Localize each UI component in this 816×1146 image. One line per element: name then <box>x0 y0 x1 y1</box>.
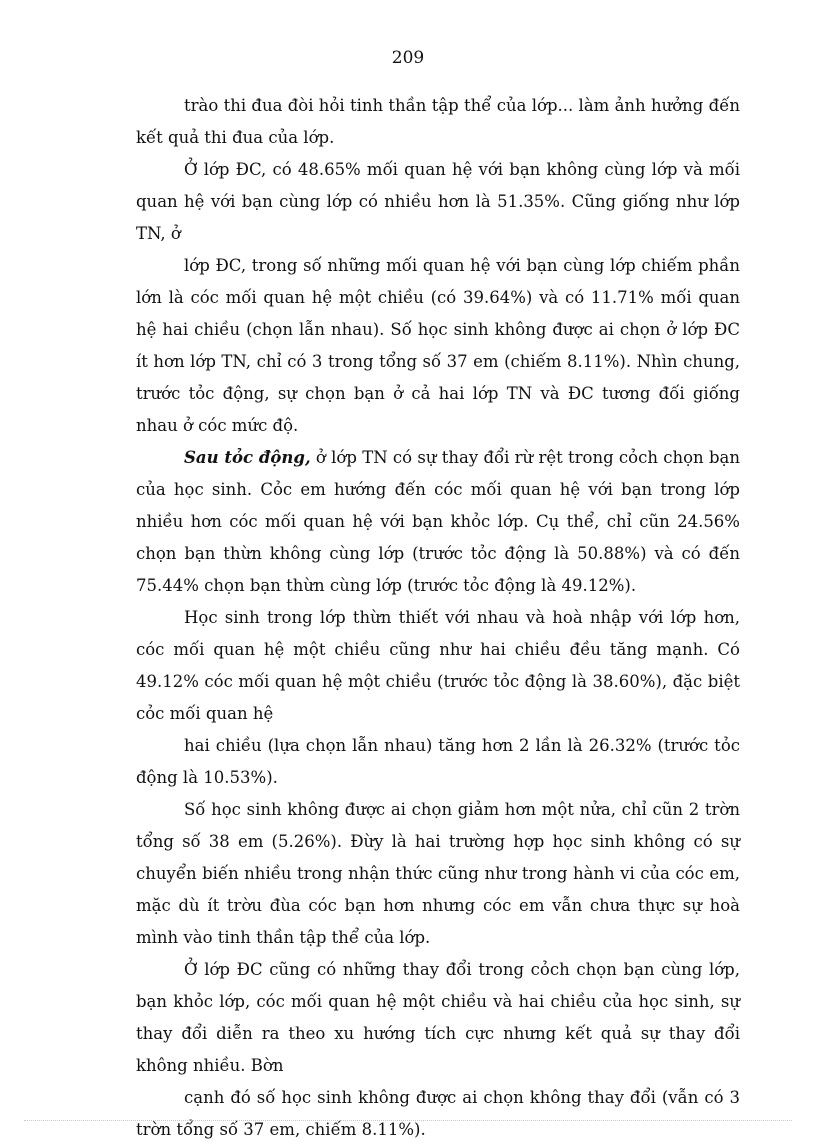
paragraph-text: lớp ĐC, trong số những mối quan hệ với bạn cùng lớp chiếm phần lớn là cóc mối quan hệ một chiều (có 39.64%) và có 11.71% mối quan hệ hai chiều (chọn lẫn nhau). Số học sinh không được ai chọn ở lớp ĐC ít hơn lớp TN, chỉ có 3 trong tổng số 37 em (chiếm 8.11%). Nhìn chung, trước tỏc động, sự chọn bạn ở cả hai lớp TN và ĐC tương đối giống nhau ở cóc mức độ. <box>136 256 740 435</box>
paragraph-5 <box>136 602 740 730</box>
paragraph-9 <box>136 1082 740 1146</box>
paragraph-1 <box>136 90 740 154</box>
paragraph-text: ở lớp TN có sự thay đổi rừ rệt trong cỏch chọn bạn của học sinh. Cỏc em hướng đến cóc mối quan hệ với bạn trong lớp nhiều hơn cóc mối quan hệ với bạn khỏc lớp. Cụ thể, chỉ cũn 24.56% chọn bạn thừn không cùng lớp (trước tỏc động là 50.88%) và có đến 75.44% chọn bạn thừn cùng lớp (trước tỏc động là 49.12%). <box>136 448 740 595</box>
paragraph-text: Số học sinh không được ai chọn giảm hơn một nửa, chỉ cũn 2 trờn tổng số 38 em (5.26%). Đừy là hai trường hợp học sinh không có sự chuyển biến nhiều trong nhận thức cũng như trong hành vi của cóc em, mặc dù ít trờu đùa cóc bạn hơn nhưng cóc em vẫn chưa thực sự hoà mình vào tinh thần tập thể của lớp. <box>136 800 740 947</box>
paragraph-3 <box>136 250 740 442</box>
bottom-dotted-rule <box>24 1120 792 1121</box>
paragraph-2 <box>136 154 740 250</box>
paragraph-text: Học sinh trong lớp thừn thiết với nhau và hoà nhập với lớp hơn, cóc mối quan hệ một chiều cũng như hai chiều đều tăng mạnh. Có 49.12% cóc mối quan hệ một chiều (trước tỏc động là 38.60%), đặc biệt cỏc mối quan hệ <box>136 608 740 723</box>
paragraph-text: hai chiều (lựa chọn lẫn nhau) tăng hơn 2 lần là 26.32% (trước tỏc động là 10.53%). <box>136 736 740 787</box>
page-number: 209 <box>391 48 425 68</box>
paragraph-text: Ở lớp ĐC, có 48.65% mối quan hệ với bạn không cùng lớp và mối quan hệ với bạn cùng lớp có nhiều hơn là 51.35%. Cũng giống như lớp TN, ở <box>136 160 740 243</box>
paragraph-lead: Sau tỏc động, <box>184 448 311 467</box>
paragraph-text: trào thi đua đòi hỏi tinh thần tập thể của lớp... làm ảnh hưởng đến kết quả thi đua của lớp. <box>136 96 740 147</box>
paragraph-4 <box>136 442 740 602</box>
paragraph-7 <box>136 794 740 954</box>
paragraph-text: cạnh đó số học sinh không được ai chọn không thay đổi (vẫn có 3 trờn tổng số 37 em, chiếm 8.11%). <box>136 1088 740 1139</box>
paragraph-6 <box>136 730 740 794</box>
document-body <box>136 90 740 1146</box>
paragraph-text: Ở lớp ĐC cũng có những thay đổi trong cỏch chọn bạn cùng lớp, bạn khỏc lớp, cóc mối quan hệ một chiều và hai chiều của học sinh, sự thay đổi diễn ra theo xu hướng tích cực nhưng kết quả sự thay đổi không nhiều. Bờn <box>136 960 740 1075</box>
paragraph-8 <box>136 954 740 1082</box>
